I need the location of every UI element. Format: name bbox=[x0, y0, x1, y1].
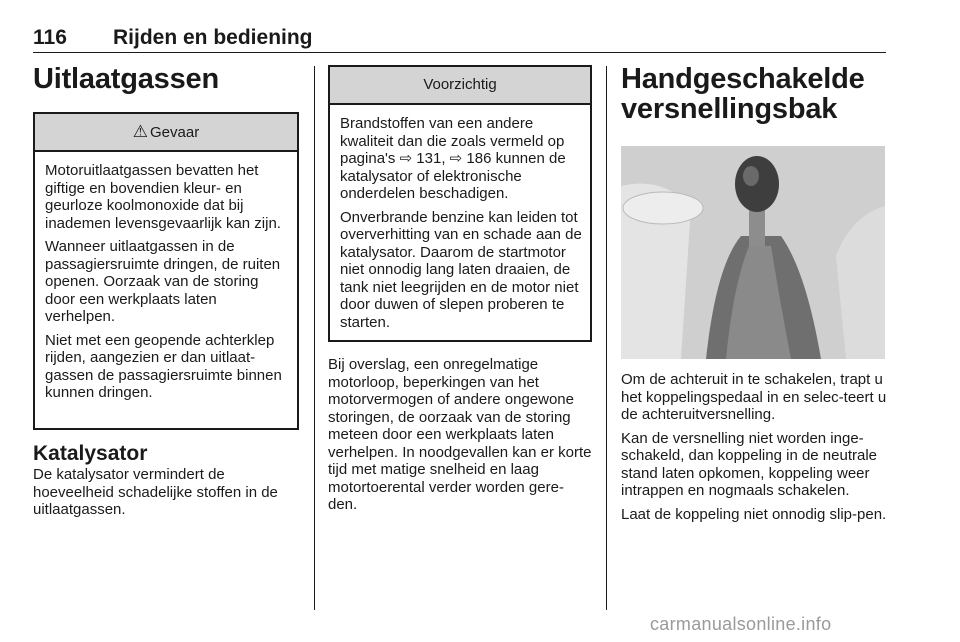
column-middle bbox=[328, 64, 592, 520]
column-divider-1 bbox=[314, 66, 315, 610]
katalysator-text: De katalysator vermindert de hoeveelheid schadelijke stoffen in de uitlaatgassen. bbox=[33, 466, 278, 518]
column-left bbox=[33, 64, 299, 525]
heading-uitlaatgassen: Uitlaatgassen bbox=[33, 63, 219, 95]
warning-triangle-icon: ⚠ bbox=[132, 122, 149, 141]
reverse-gear-text: Om de achteruit in te schakelen, trapt u het koppelingspedaal in en selec-teert u de achteruitversnelling. bbox=[621, 371, 887, 423]
page-header bbox=[33, 26, 886, 53]
gear-lever-illustration bbox=[621, 146, 885, 359]
danger-box-body bbox=[35, 152, 297, 412]
column-right bbox=[621, 64, 887, 529]
caution-box-body bbox=[330, 105, 590, 341]
caution-paragraph: Brandstoffen van een andere kwaliteit dan die zoals vermeld op pagina's ⇨ 131, ⇨ 186 kunnen de katalysator of elektronische onderdelen beschadigen. bbox=[340, 115, 566, 202]
danger-box-header bbox=[35, 114, 297, 152]
column-divider-2 bbox=[606, 66, 607, 610]
watermark: carmanualsonline.info bbox=[650, 614, 832, 634]
heading-katalysator: Katalysator bbox=[33, 442, 148, 465]
danger-box bbox=[33, 112, 299, 430]
danger-paragraph: Wanneer uitlaatgassen in de passagiersruimte dringen, de ruiten openen. Oorzaak van de storing door een werkplaats laten verhelpen. bbox=[45, 238, 281, 325]
heading-handgeschakelde-versnellingsbak: Handgeschakelde versnellingsbak bbox=[621, 63, 865, 125]
running-section-title: Rijden en bediening bbox=[113, 26, 313, 49]
caution-paragraph: Onverbrande benzine kan leiden tot oververhitting van en schade aan de katalysator. Daarom de startmotor niet onnodig lang laten draaien, de tank niet leegrijden en de motor niet door duwen of slepen proberen te starten. bbox=[340, 208, 582, 331]
danger-label: Gevaar bbox=[150, 124, 200, 141]
malfunction-text: Bij overslag, een onregelmatige motorloop, beperkingen van het motorvermogen of andere ongewone storingen, de oorzaak van de storing meteen door een werkplaats laten verhelpen. In noodgevallen kan er korte tijd met matige snelheid en laag motortoerental verder worden gere-den. bbox=[328, 356, 592, 513]
caution-box bbox=[328, 65, 592, 342]
caution-box-header: Voorzichtig bbox=[330, 67, 590, 105]
gear-engage-text: Kan de versnelling niet worden inge-schakeld, dan koppeling in de neutrale stand laten opkomen, koppeling weer intrappen en nogmaals schakelen. bbox=[621, 429, 878, 499]
gear-shift-lever-image bbox=[621, 146, 885, 359]
danger-paragraph: Motoruitlaatgassen bevatten het giftige en bovendien kleur- en geurloze koolmonoxide dat bij inademen levensgevaarlijk kan zijn. bbox=[45, 162, 281, 232]
page-number: 116 bbox=[33, 26, 67, 49]
danger-paragraph: Niet met een geopende achterklep rijden, aangezien er dan uitlaat-gassen de passagiersruimte binnen kunnen dringen. bbox=[45, 331, 282, 401]
clutch-text: Laat de koppeling niet onnodig slip-pen. bbox=[621, 505, 887, 523]
